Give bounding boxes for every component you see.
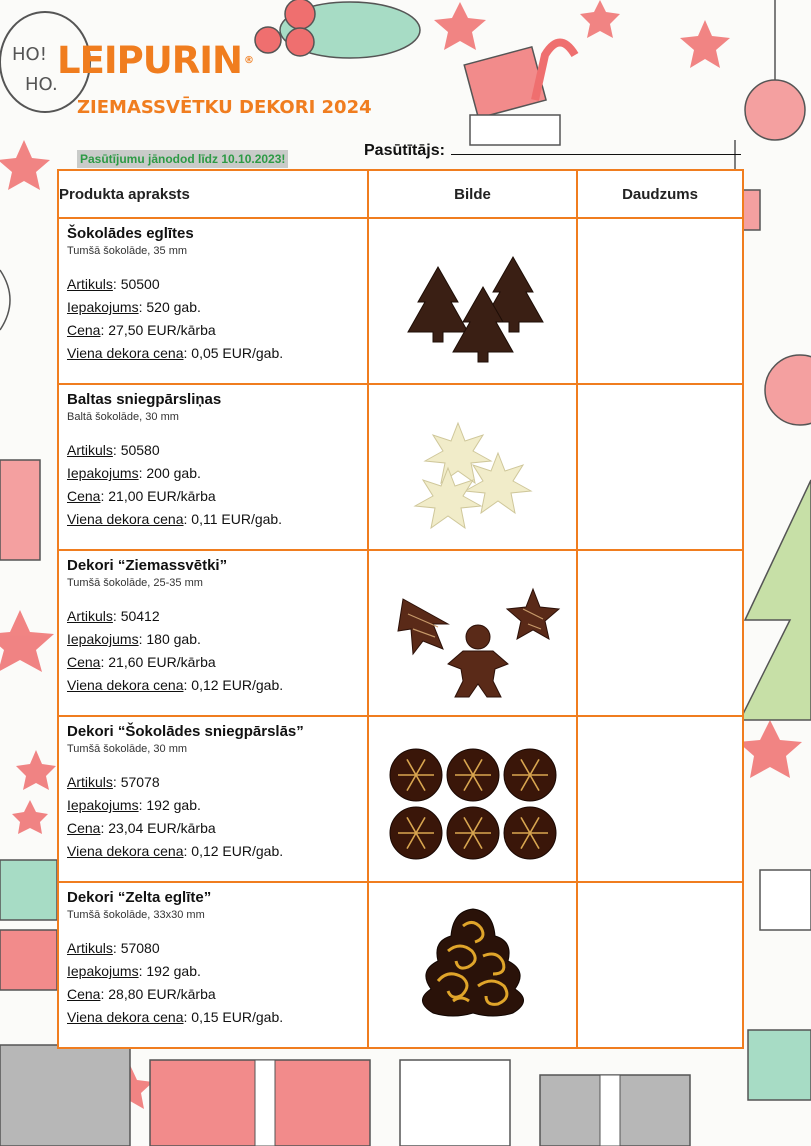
- price-value: 28,80 EUR/kārba: [108, 986, 216, 1002]
- column-header-picture: Bilde: [368, 170, 577, 218]
- unit-price-line: Viena dekora cena: 0,05 EUR/gab.: [67, 345, 284, 361]
- article-label: Artikuls: [67, 276, 113, 292]
- quantity-cell[interactable]: [577, 882, 743, 1048]
- star-icon: [738, 720, 802, 778]
- star-icon: [680, 20, 730, 68]
- product-subtitle: Tumšā šokolāde, 25-35 mm: [67, 577, 203, 589]
- article-line: Artikuls: 50412: [67, 608, 160, 624]
- chocolate-trees-image: [383, 237, 563, 367]
- unit-price-label: Viena dekora cena: [67, 843, 184, 859]
- package-label: Iepakojums: [67, 631, 139, 647]
- snowflake-disc: [447, 749, 499, 801]
- article-value: 50580: [120, 442, 160, 458]
- article-value: 50500: [120, 276, 160, 292]
- product-picture-cell: [368, 550, 577, 716]
- price-line: Cena: 23,04 EUR/kārba: [67, 820, 216, 836]
- gold-tree-image: [383, 901, 563, 1031]
- product-subtitle: Tumšā šokolāde, 30 mm: [67, 743, 188, 755]
- article-label: Artikuls: [67, 774, 113, 790]
- package-value: 200 gab.: [146, 465, 201, 481]
- product-description-cell: [58, 550, 368, 716]
- product-description-cell: [58, 384, 368, 550]
- snowflake-discs-image: [378, 735, 568, 865]
- product-row: [58, 384, 743, 550]
- price-label: Cena: [67, 820, 101, 836]
- unit-price-value: 0,11 EUR/gab.: [191, 511, 283, 527]
- orderer-field[interactable]: [364, 140, 744, 160]
- unit-price-value: 0,12 EUR/gab.: [191, 843, 284, 859]
- orderer-label: Pasūtītājs:: [364, 142, 445, 159]
- package-line: Iepakojums: 200 gab.: [67, 465, 201, 481]
- snowflake-disc: [390, 807, 442, 859]
- price-line: Cena: 27,50 EUR/kārba: [67, 322, 216, 338]
- unit-price-line: Viena dekora cena: 0,11 EUR/gab.: [67, 511, 283, 527]
- price-label: Cena: [67, 488, 101, 504]
- deadline-notice: Pasūtījumu jānodod līdz 10.10.2023!: [77, 150, 288, 168]
- product-picture-cell: [368, 384, 577, 550]
- svg-text:HO!: HO!: [12, 44, 47, 65]
- product-picture-cell: [368, 218, 577, 384]
- product-name: Baltas sniegpārsliņas: [67, 391, 222, 408]
- white-snowflakes-image: [383, 403, 563, 533]
- article-label: Artikuls: [67, 940, 113, 956]
- article-label: Artikuls: [67, 442, 113, 458]
- package-line: Iepakojums: 192 gab.: [67, 797, 201, 813]
- package-value: 192 gab.: [146, 797, 201, 813]
- package-value: 520 gab.: [146, 299, 201, 315]
- svg-text:HO.: HO.: [25, 74, 58, 95]
- article-line: Artikuls: 57080: [67, 940, 160, 956]
- orderer-input-line[interactable]: [451, 140, 741, 155]
- price-label: Cena: [67, 654, 101, 670]
- article-value: 50412: [120, 608, 160, 624]
- brand-logo: LEIPURIN ®: [57, 39, 254, 82]
- product-subtitle: Tumšā šokolāde, 33x30 mm: [67, 909, 205, 921]
- quantity-cell[interactable]: [577, 550, 743, 716]
- unit-price-label: Viena dekora cena: [67, 1009, 184, 1025]
- price-value: 23,04 EUR/kārba: [108, 820, 216, 836]
- product-name: Šokolādes eglītes: [67, 225, 194, 242]
- product-row: [58, 218, 743, 384]
- product-description-cell: [58, 218, 368, 384]
- article-line: Artikuls: 50500: [67, 276, 160, 292]
- product-row: [58, 882, 743, 1048]
- package-value: 180 gab.: [146, 631, 201, 647]
- product-name: Dekori “Zelta eglīte”: [67, 889, 212, 906]
- christmas-shapes-image: [383, 569, 563, 699]
- quantity-cell[interactable]: [577, 218, 743, 384]
- unit-price-value: 0,12 EUR/gab.: [191, 677, 284, 693]
- package-line: Iepakojums: 180 gab.: [67, 631, 201, 647]
- product-picture-cell: [368, 716, 577, 882]
- star-icon: [434, 2, 486, 50]
- article-value: 57078: [120, 774, 160, 790]
- snowflake-disc: [447, 807, 499, 859]
- article-line: Artikuls: 50580: [67, 442, 160, 458]
- product-subtitle: Tumšā šokolāde, 35 mm: [67, 245, 188, 257]
- unit-price-label: Viena dekora cena: [67, 511, 184, 527]
- column-header-quantity: Daudzums: [577, 170, 743, 218]
- product-name: Dekori “Šokolādes sniegpārslās”: [67, 723, 304, 740]
- unit-price-label: Viena dekora cena: [67, 345, 184, 361]
- star-icon: [0, 610, 54, 672]
- article-label: Artikuls: [67, 608, 113, 624]
- package-label: Iepakojums: [67, 465, 139, 481]
- unit-price-line: Viena dekora cena: 0,12 EUR/gab.: [67, 677, 284, 693]
- product-subtitle: Baltā šokolāde, 30 mm: [67, 411, 179, 423]
- price-label: Cena: [67, 322, 101, 338]
- product-table: [57, 169, 744, 1049]
- package-line: Iepakojums: 192 gab.: [67, 963, 201, 979]
- price-line: Cena: 21,60 EUR/kārba: [67, 654, 216, 670]
- product-picture-cell: [368, 882, 577, 1048]
- unit-price-value: 0,15 EUR/gab.: [191, 1009, 284, 1025]
- snowflake-disc: [390, 749, 442, 801]
- product-row: [58, 550, 743, 716]
- column-header-description: Produkta apraksts: [58, 170, 368, 218]
- package-line: Iepakojums: 520 gab.: [67, 299, 201, 315]
- product-description-cell: [58, 882, 368, 1048]
- snowflake-disc: [504, 807, 556, 859]
- unit-price-label: Viena dekora cena: [67, 677, 184, 693]
- snowflake-disc: [504, 749, 556, 801]
- star-icon: [12, 800, 48, 834]
- product-name: Dekori “Ziemassvētki”: [67, 557, 228, 574]
- quantity-cell[interactable]: [577, 384, 743, 550]
- star-icon: [0, 140, 50, 190]
- star-icon: [580, 0, 620, 38]
- page-title: ZIEMASSVĒTKU DEKORI 2024: [77, 97, 372, 118]
- package-value: 192 gab.: [146, 963, 201, 979]
- product-row: [58, 716, 743, 882]
- package-label: Iepakojums: [67, 299, 139, 315]
- price-value: 21,00 EUR/kārba: [108, 488, 216, 504]
- article-value: 57080: [120, 940, 160, 956]
- product-description-cell: [58, 716, 368, 882]
- package-label: Iepakojums: [67, 797, 139, 813]
- price-value: 27,50 EUR/kārba: [108, 322, 216, 338]
- quantity-cell[interactable]: [577, 716, 743, 882]
- price-label: Cena: [67, 986, 101, 1002]
- package-label: Iepakojums: [67, 963, 139, 979]
- price-value: 21,60 EUR/kārba: [108, 654, 216, 670]
- price-line: Cena: 21,00 EUR/kārba: [67, 488, 216, 504]
- unit-price-line: Viena dekora cena: 0,12 EUR/gab.: [67, 843, 284, 859]
- unit-price-line: Viena dekora cena: 0,15 EUR/gab.: [67, 1009, 284, 1025]
- unit-price-value: 0,05 EUR/gab.: [191, 345, 284, 361]
- star-icon: [16, 750, 56, 790]
- price-line: Cena: 28,80 EUR/kārba: [67, 986, 216, 1002]
- article-line: Artikuls: 57078: [67, 774, 160, 790]
